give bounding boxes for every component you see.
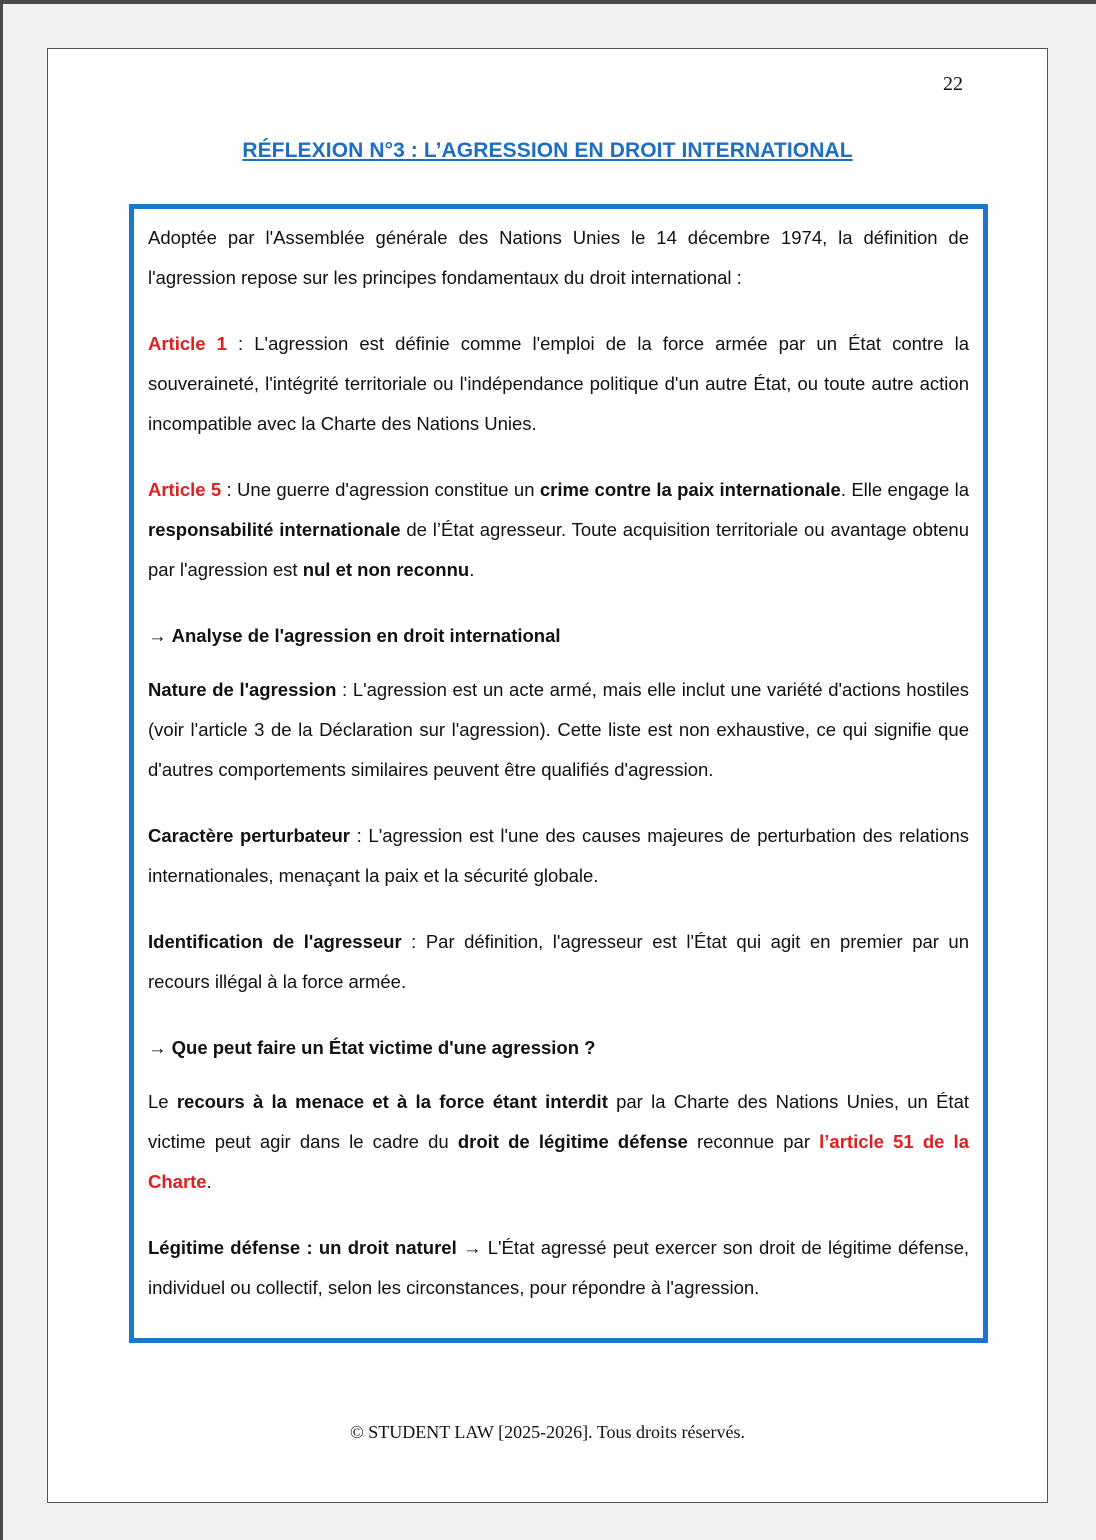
document-page [47,48,1048,1503]
identification-text: : Par définition, l'agresseur est l'État qui agit en premier par un recours illégal à la force armée. [148,931,970,992]
recours-text-2: par la Charte des Nations Unies, un État victime peut agir dans le cadre du [148,1091,969,1152]
article-5-text-2: . Elle engage la [840,479,969,500]
page-title: RÉFLEXION N°3 : L’AGRESSION EN DROIT INTERNATIONAL [242,139,853,162]
arrow-right-icon: → [148,1037,167,1058]
section-heading-victime-text: Que peut faire un État victime d'une agression ? [171,1037,596,1058]
article-5-bold-1: crime contre la paix internationale [539,479,841,500]
article-5-bold-3: nul et non reconnu [302,559,470,580]
nature-text: : L'agression est un acte armé, mais elle inclut une variété d'actions hostiles (voir l'article 3 de la Déclaration sur l'agression). Cette liste est non exhaustive, ce qui signifie que d'autres comportements similaires peuvent être qualifiés d'agression. [148,679,970,780]
window-left-edge [0,0,3,1540]
legitime-label: Légitime défense : un droit naturel [148,1237,457,1258]
section-heading-analyse-text: Analyse de l'agression en droit international [171,625,561,646]
arrow-right-icon: → [148,625,167,646]
legitime-paragraph [148,1228,969,1308]
identification-label: Identification de l'agresseur [148,931,402,952]
caractere-text: : L'agression est l'une des causes majeures de perturbation des relations internationales, menaçant la paix et la sécurité globale. [148,825,969,886]
page-number: 22 [943,73,963,95]
arrow-right-icon: → [462,1237,482,1258]
section-heading-victime [148,1028,969,1068]
nature-paragraph [148,670,969,790]
recours-bold-1: recours à la menace et à la force étant interdit [176,1091,608,1112]
recours-text-1: Le [148,1091,177,1112]
recours-text-3: reconnue par [687,1131,820,1152]
article-1-paragraph [148,324,969,444]
window-top-edge [0,0,1096,4]
article-5-bold-2: responsabilité internationale [148,519,401,540]
recours-paragraph [148,1082,969,1202]
article-5-text-4: . [469,559,475,580]
identification-paragraph [148,922,969,1002]
article-1-text: : L'agression est définie comme l'emploi de la force armée par un État contre la souveraineté, l'intégrité territoriale ou l'indépendance politique d'un autre État, ou toute autre action incompatible avec la Charte des Nations Unies. [148,333,969,434]
article-5-text-1: : Une guerre d'agression constitue un [221,479,540,500]
article-5-paragraph [148,470,969,590]
copyright-footer: © STUDENT LAW [2025-2026]. Tous droits réservés. [350,1422,745,1442]
recours-bold-2: droit de légitime défense [457,1131,688,1152]
nature-label: Nature de l'agression [148,679,337,700]
article-5-label: Article 5 [148,479,222,500]
recours-text-4: . [206,1171,212,1192]
caractere-paragraph [148,816,969,896]
article-5-text-3: de l’État agresseur. Toute acquisition territoriale ou avantage obtenu par l'agression est [148,519,969,580]
section-heading-analyse [148,616,969,656]
content-frame [129,204,988,1343]
article-1-label: Article 1 [148,333,227,354]
recours-red-reference: l’article 51 de la Charte [148,1131,969,1192]
legitime-text: L'État agressé peut exercer son droit de légitime défense, individuel ou collectif, selon les circonstances, pour répondre à l'agression. [148,1237,969,1298]
caractere-label: Caractère perturbateur [148,825,350,846]
intro-paragraph: Adoptée par l'Assemblée générale des Nations Unies le 14 décembre 1974, la définition de l'agression repose sur les principes fondamentaux du droit international : [148,227,969,288]
